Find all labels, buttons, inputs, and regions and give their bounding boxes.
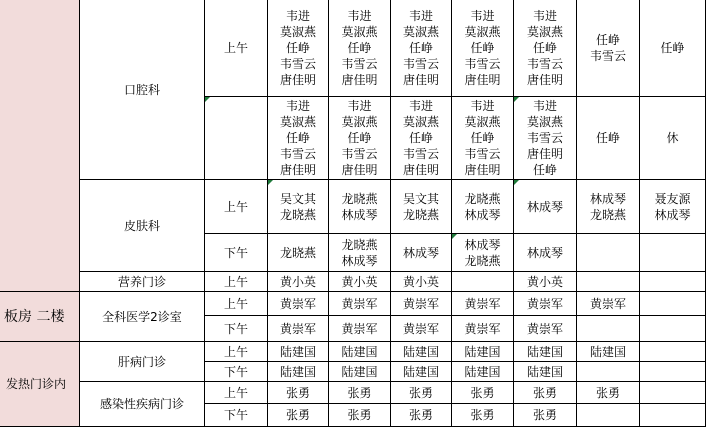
period-cell — [205, 0, 268, 97]
schedule-cell — [640, 342, 706, 362]
staff-names: 黄崇军 — [526, 296, 563, 311]
staff-names: 黄崇军 — [279, 321, 316, 336]
schedule-cell — [329, 316, 391, 342]
schedule-cell — [268, 292, 329, 316]
staff-names: 陆建国 — [402, 344, 439, 359]
dept-liver-label: 肝病门诊 — [117, 354, 166, 369]
dept-general-label: 全科医学2诊室 — [102, 309, 182, 324]
dept-derm-label: 皮肤科 — [123, 218, 160, 233]
staff-names: 张勇 — [408, 408, 433, 422]
staff-names: 陆建国 — [464, 364, 501, 379]
schedule-cell — [268, 272, 329, 292]
staff-names: 张勇 — [470, 408, 495, 422]
location-fever-cell — [0, 342, 80, 427]
schedule-cell — [640, 404, 706, 427]
schedule-cell — [391, 234, 452, 272]
location-blank-cell — [0, 0, 80, 292]
schedule-cell — [329, 382, 391, 404]
schedule-cell — [391, 404, 452, 427]
staff-names: 陆建国 — [402, 364, 439, 379]
period-cell — [205, 97, 268, 180]
staff-names: 韦进 莫淑燕 任峥 韦雪云 唐佳明 — [402, 9, 439, 87]
staff-names: 黄小英 — [341, 274, 378, 289]
schedule-cell — [268, 342, 329, 362]
period-label: 上午 — [223, 199, 248, 214]
schedule-cell — [329, 292, 391, 316]
staff-names: 张勇 — [347, 408, 372, 422]
dept-oral-label: 口腔科 — [123, 82, 160, 97]
schedule-cell — [514, 342, 577, 362]
staff-names: 林成琴 龙晓燕 — [464, 237, 501, 268]
schedule-cell — [452, 362, 514, 382]
schedule-cell — [640, 0, 706, 97]
period-cell — [205, 234, 268, 272]
schedule-cell — [391, 272, 452, 292]
staff-names: 韦进 莫淑燕 任峥 韦雪云 唐佳明 — [464, 99, 501, 177]
schedule-cell — [391, 342, 452, 362]
schedule-cell — [268, 180, 329, 234]
schedule-cell — [514, 180, 577, 234]
schedule-cell — [577, 0, 640, 97]
schedule-cell — [577, 97, 640, 180]
schedule-cell — [514, 292, 577, 316]
staff-names: 张勇 — [595, 385, 620, 400]
schedule-cell — [514, 0, 577, 97]
staff-names: 韦进 莫淑燕 任峥 韦雪云 唐佳明 — [279, 9, 316, 87]
schedule-cell — [577, 234, 640, 272]
staff-names: 陆建国 — [341, 364, 378, 379]
staff-names: 休 — [666, 131, 679, 145]
staff-names: 任峥 — [595, 131, 620, 145]
dept-infect-cell — [80, 382, 205, 427]
period-cell — [205, 404, 268, 427]
schedule-cell — [577, 292, 640, 316]
schedule-cell — [329, 342, 391, 362]
period-cell — [205, 362, 268, 382]
dept-nutrition-cell — [80, 272, 205, 292]
staff-names: 张勇 — [347, 385, 372, 400]
period-cell — [205, 316, 268, 342]
staff-names: 龙晓燕 — [279, 245, 316, 260]
schedule-cell — [577, 382, 640, 404]
staff-names: 陆建国 — [526, 344, 563, 359]
dept-nutrition-label: 营养门诊 — [117, 274, 166, 289]
period-label: 下午 — [223, 245, 248, 260]
staff-names: 黄崇军 — [402, 296, 439, 311]
schedule-cell — [452, 0, 514, 97]
schedule-cell — [577, 316, 640, 342]
staff-names: 黄崇军 — [341, 296, 378, 311]
schedule-cell — [577, 404, 640, 427]
period-cell — [205, 292, 268, 316]
schedule-cell — [640, 234, 706, 272]
staff-names: 任峥 韦雪云 — [589, 33, 626, 63]
staff-names: 黄崇军 — [589, 296, 626, 311]
schedule-cell — [391, 0, 452, 97]
schedule-cell — [268, 316, 329, 342]
schedule-cell — [577, 362, 640, 382]
staff-names: 龙晓燕 林成琴 — [341, 237, 378, 268]
staff-names: 林成琴 — [526, 199, 563, 214]
schedule-cell — [268, 97, 329, 180]
staff-names: 张勇 — [285, 408, 310, 422]
staff-names: 韦进 莫淑燕 任峥 韦雪云 唐佳明 — [341, 9, 378, 87]
schedule-cell — [391, 362, 452, 382]
schedule-cell — [577, 342, 640, 362]
staff-names: 吴文其 龙晓燕 — [402, 191, 439, 222]
dept-oral-cell — [80, 0, 205, 180]
location-floor-cell — [0, 292, 80, 342]
staff-names: 陆建国 — [464, 344, 501, 359]
staff-names: 陆建国 — [526, 364, 563, 379]
staff-names: 张勇 — [285, 385, 310, 400]
staff-names: 韦进 莫淑燕 任峥 韦雪云 唐佳明 — [279, 99, 316, 177]
staff-names: 韦进 莫淑燕 任峥 韦雪云 唐佳明 — [464, 9, 501, 87]
staff-names: 任峥 — [660, 41, 685, 55]
staff-names: 林成琴 — [402, 245, 439, 260]
location-floor-label: 板房 二楼 — [4, 308, 65, 325]
schedule-cell — [640, 180, 706, 234]
schedule-cell — [452, 404, 514, 427]
schedule-cell — [391, 292, 452, 316]
schedule-cell — [514, 404, 577, 427]
schedule-cell — [452, 180, 514, 234]
staff-names: 陆建国 — [279, 344, 316, 359]
schedule-cell — [514, 362, 577, 382]
period-cell — [205, 180, 268, 234]
schedule-cell — [329, 404, 391, 427]
schedule-cell — [452, 382, 514, 404]
period-label: 下午 — [223, 408, 248, 422]
staff-names: 韦进 莫淑燕 任峥 韦雪云 唐佳明 — [341, 99, 378, 177]
staff-names: 张勇 — [408, 385, 433, 400]
period-cell — [205, 382, 268, 404]
schedule-cell — [514, 316, 577, 342]
schedule-cell — [452, 97, 514, 180]
schedule-cell — [391, 97, 452, 180]
schedule-cell — [268, 382, 329, 404]
schedule-cell — [514, 234, 577, 272]
staff-names: 黄崇军 — [464, 296, 501, 311]
staff-names: 张勇 — [532, 408, 557, 422]
staff-names: 黄崇军 — [402, 321, 439, 336]
staff-names: 张勇 — [470, 385, 495, 400]
schedule-cell — [329, 180, 391, 234]
schedule-cell — [391, 180, 452, 234]
staff-names: 林成琴 — [526, 245, 563, 260]
schedule-cell — [640, 316, 706, 342]
staff-names: 张勇 — [532, 385, 557, 400]
location-fever-label: 发热门诊内 — [6, 377, 67, 391]
schedule-cell — [268, 362, 329, 382]
staff-names: 韦进 莫淑燕 任峥 韦雪云 唐佳明 — [402, 99, 439, 177]
schedule-cell — [391, 316, 452, 342]
schedule-cell — [640, 382, 706, 404]
dept-infect-label: 感染性疾病门诊 — [99, 397, 184, 411]
schedule-cell — [452, 292, 514, 316]
dept-general-cell — [80, 292, 205, 342]
dept-liver-cell — [80, 342, 205, 382]
schedule-cell — [514, 272, 577, 292]
schedule-cell — [577, 272, 640, 292]
staff-names: 韦进 莫淑燕 韦雪云 唐佳明 任峥 — [526, 99, 563, 177]
period-label: 上午 — [223, 385, 248, 400]
staff-names: 韦进 莫淑燕 任峥 韦雪云 唐佳明 — [526, 9, 563, 87]
schedule-cell — [329, 272, 391, 292]
staff-names: 陆建国 — [589, 344, 626, 359]
staff-names: 陆建国 — [279, 364, 316, 379]
staff-names: 黄小英 — [279, 274, 316, 289]
schedule-cell — [268, 404, 329, 427]
schedule-cell — [329, 362, 391, 382]
period-label: 上午 — [223, 344, 248, 359]
period-label: 上午 — [223, 274, 248, 289]
dept-derm-cell — [80, 180, 205, 272]
staff-names: 黄崇军 — [464, 321, 501, 336]
schedule-cell — [640, 272, 706, 292]
staff-names: 黄小英 — [526, 274, 563, 289]
period-label: 下午 — [223, 364, 248, 379]
staff-names: 聂友源 林成琴 — [654, 191, 691, 222]
staff-names: 陆建国 — [341, 344, 378, 359]
schedule-cell — [514, 97, 577, 180]
period-label: 上午 — [223, 296, 248, 311]
schedule-cell — [452, 272, 514, 292]
schedule-cell — [640, 97, 706, 180]
schedule-cell — [452, 316, 514, 342]
schedule-cell — [329, 234, 391, 272]
schedule-cell — [329, 97, 391, 180]
staff-names: 龙晓燕 林成琴 — [464, 191, 501, 222]
schedule-cell — [268, 234, 329, 272]
staff-names: 吴文其 龙晓燕 — [279, 191, 316, 222]
schedule-cell — [640, 292, 706, 316]
schedule-cell — [452, 342, 514, 362]
schedule-cell — [452, 234, 514, 272]
staff-names: 黄崇军 — [341, 321, 378, 336]
schedule-cell — [640, 362, 706, 382]
staff-names: 龙晓燕 林成琴 — [341, 191, 378, 222]
staff-names: 林成琴 龙晓燕 — [589, 191, 626, 222]
schedule-cell — [514, 382, 577, 404]
schedule-cell — [391, 382, 452, 404]
period-label: 上午 — [223, 41, 248, 55]
schedule-cell — [268, 0, 329, 97]
schedule-cell — [577, 180, 640, 234]
period-cell — [205, 342, 268, 362]
staff-names: 黄崇军 — [526, 321, 563, 336]
period-label: 下午 — [223, 321, 248, 336]
schedule-cell — [329, 0, 391, 97]
period-cell — [205, 272, 268, 292]
staff-names: 黄崇军 — [279, 296, 316, 311]
staff-names: 黄小英 — [402, 274, 439, 289]
